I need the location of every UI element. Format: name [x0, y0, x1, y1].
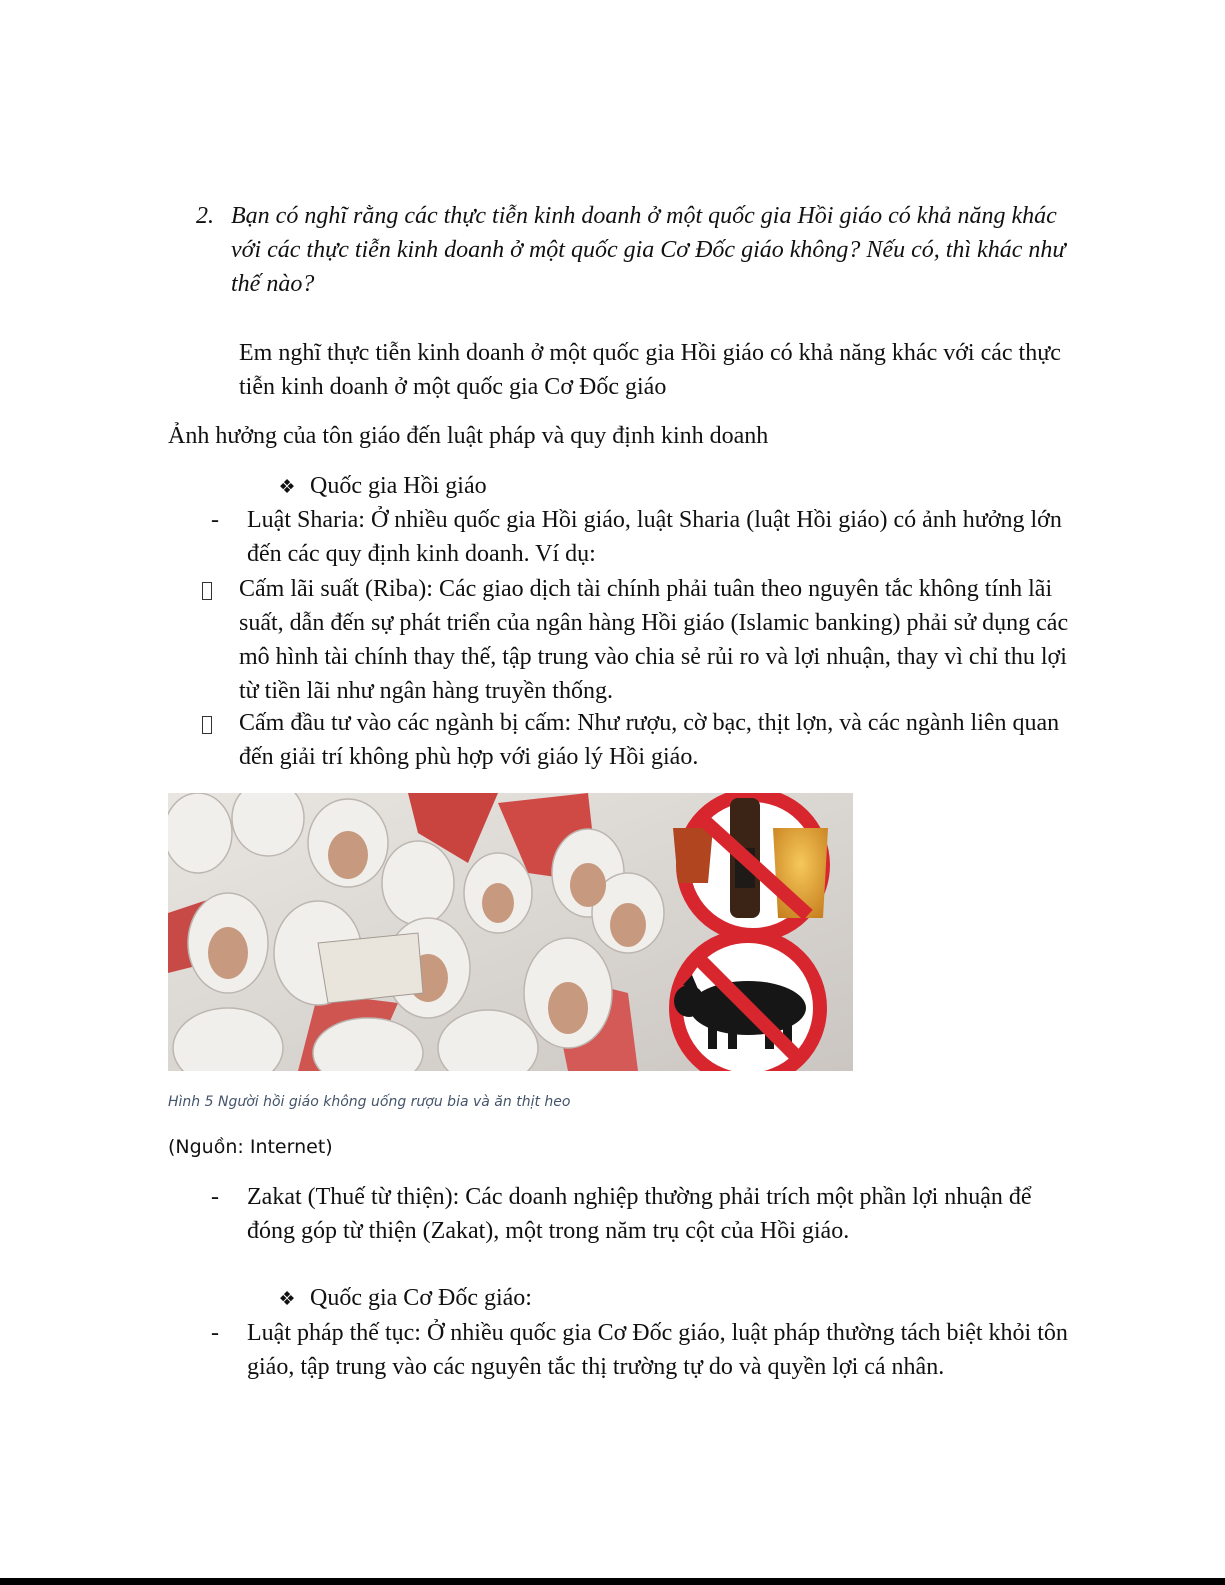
- christian-heading-label: Quốc gia Cơ Đốc giáo:: [310, 1285, 532, 1311]
- zakat-paragraph: Zakat (Thuế từ thiện): Các doanh nghiệp thường phải trích một phần lợi nhuận để đóng góp từ thiện (Zakat), một trong năm trụ cột của Hồi giáo.: [247, 1184, 1032, 1244]
- islamic-heading-label: Quốc gia Hồi giáo: [310, 473, 487, 499]
- prohibited-industries-item: Cấm đầu tư vào các ngành bị cấm: Như rượu, cờ bạc, thịt lợn, và các ngành liên quan đến giải trí không phù hợp với giáo lý Hồi giáo.: [239, 710, 1060, 770]
- figure-image: [168, 793, 853, 1071]
- page-bottom-border: [0, 1578, 1225, 1585]
- box-bullet-icon: [202, 582, 212, 600]
- diamond-bullet-icon: ❖: [278, 1289, 296, 1310]
- diamond-bullet-icon: ❖: [278, 477, 296, 498]
- dash-bullet-icon: -: [211, 1320, 219, 1346]
- christian-heading: [276, 1281, 532, 1317]
- box-bullet-icon: [202, 716, 212, 734]
- sharia-paragraph: Luật Sharia: Ở nhiều quốc gia Hồi giáo, luật Sharia (luật Hồi giáo) có ảnh hưởng lớn đến các quy định kinh doanh. Ví dụ:: [247, 507, 1062, 567]
- figure-caption: Hình 5 Người hồi giáo không uống rượu bia và ăn thịt heo: [168, 1094, 571, 1110]
- question-text: Bạn có nghĩ rằng các thực tiễn kinh doanh ở một quốc gia Hồi giáo có khả năng khác với các thực tiễn kinh doanh ở một quốc gia Cơ Đốc giáo không? Nếu có, thì khác như thế nào?: [231, 203, 1066, 297]
- question-number: 2.: [196, 203, 214, 229]
- riba-item: Cấm lãi suất (Riba): Các giao dịch tài chính phải tuân theo nguyên tắc không tính lãi suất, dẫn đến sự phát triển của ngân hàng Hồi giáo (Islamic banking) phải sử dụng các mô hình tài chính thay thế, tập trung vào chia sẻ rủi ro và lợi nhuận, thay vì chỉ thu lợi từ tiền lãi như ngân hàng truyền thống.: [239, 576, 1069, 704]
- islamic-heading: [276, 469, 487, 505]
- figure-source: (Nguồn: Internet): [168, 1136, 333, 1158]
- muslim-prohibition-photo: [168, 793, 853, 1071]
- section-heading: Ảnh hưởng của tôn giáo đến luật pháp và quy định kinh doanh: [168, 423, 769, 449]
- dash-bullet-icon: -: [211, 1184, 219, 1210]
- secular-law-paragraph: Luật pháp thế tục: Ở nhiều quốc gia Cơ Đốc giáo, luật pháp thường tách biệt khỏi tôn giáo, tập trung vào các nguyên tắc thị trường tự do và quyền lợi cá nhân.: [247, 1320, 1068, 1380]
- answer-intro: Em nghĩ thực tiễn kinh doanh ở một quốc gia Hồi giáo có khả năng khác với các thực tiễn kinh doanh ở một quốc gia Cơ Đốc giáo: [239, 340, 1061, 400]
- dash-bullet-icon: -: [211, 507, 219, 533]
